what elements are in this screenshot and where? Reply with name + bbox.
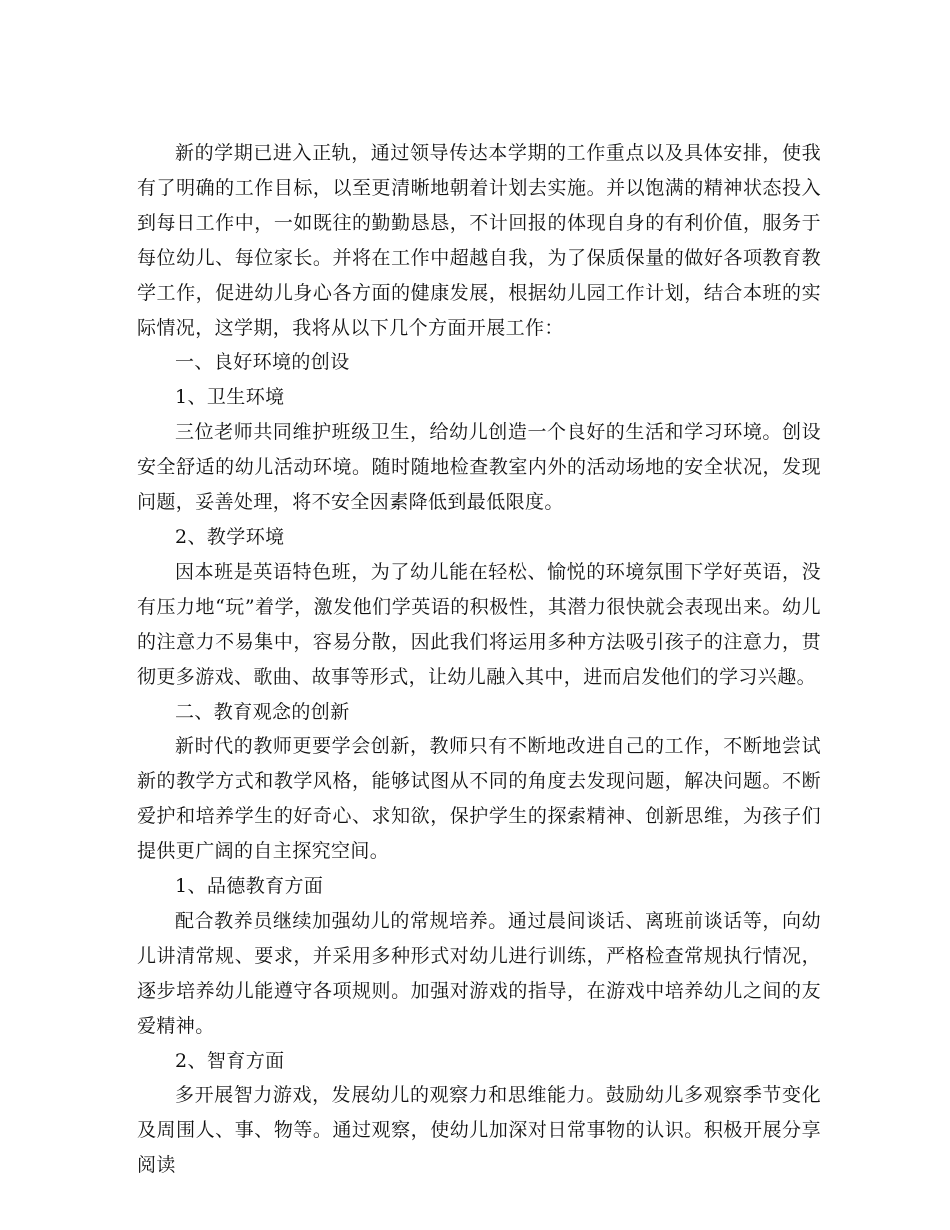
section-heading-innovation: 二、教育观念的创新	[175, 700, 350, 723]
paragraph-moral-education: 配合教养员继续加强幼儿的常规培养。通过晨间谈话、离班前谈话等，向幼儿讲清常规、要求，并采用多种形式对幼儿进行训练，严格检查常规执行情况，逐步培养幼儿能遵守各项规则。加强对游戏的指导，在游戏中培养幼儿之间的友爱精神。	[137, 909, 821, 1037]
subheading-intellectual-education: 2、智育方面	[175, 1049, 285, 1072]
paragraph-innovation: 新时代的教师更要学会创新，教师只有不断地改进自己的工作，不断地尝试新的教学方式和教学风格，能够试图从不同的角度去发现问题，解决问题。不断爱护和培养学生的好奇心、求知欲，保护学生的探索精神、创新思维，为孩子们提供更广阔的自主探究空间。	[137, 735, 821, 863]
subheading-teaching-environment: 2、教学环境	[175, 525, 285, 548]
subheading-hygiene: 1、卫生环境	[175, 386, 285, 409]
paragraph-intellectual-education: 多开展智力游戏，发展幼儿的观察力和思维能力。鼓励幼儿多观察季节变化及周围人、事、物等。通过观察，使幼儿加深对日常事物的认识。积极开展分享阅读	[137, 1084, 821, 1177]
paragraph-teaching-environment: 因本班是英语特色班，为了幼儿能在轻松、愉悦的环境氛围下学好英语，没有压力地“玩”着学，激发他们学英语的积极性，其潜力很快就会表现出来。幼儿的注意力不易集中，容易分散，因此我们将运用多种方法吸引孩子的注意力，贯彻更多游戏、歌曲、故事等形式，让幼儿融入其中，进而启发他们的学习兴趣。	[137, 560, 821, 688]
section-heading-environment: 一、良好环境的创设	[175, 351, 350, 374]
paragraph-hygiene: 三位老师共同维护班级卫生，给幼儿创造一个良好的生活和学习环境。创设安全舒适的幼儿活动环境。随时随地检查教室内外的活动场地的安全状况，发现问题，妥善处理，将不安全因素降低到最低限度。	[137, 421, 821, 514]
subheading-moral-education: 1、品德教育方面	[175, 875, 324, 898]
paragraph-intro: 新的学期已进入正轨，通过领导传达本学期的工作重点以及具体安排，使我有了明确的工作目标，以至更清晰地朝着计划去实施。并以饱满的精神状态投入到每日工作中，一如既往的勤勤恳恳，不计回报的体现自身的有利价值，服务于每位幼儿、每位家长。并将在工作中超越自我，为了保质保量的做好各项教育教学工作，促进幼儿身心各方面的健康发展，根据幼儿园工作计划，结合本班的实际情况，这学期，我将从以下几个方面开展工作：	[137, 142, 821, 339]
document-body	[137, 136, 821, 1183]
